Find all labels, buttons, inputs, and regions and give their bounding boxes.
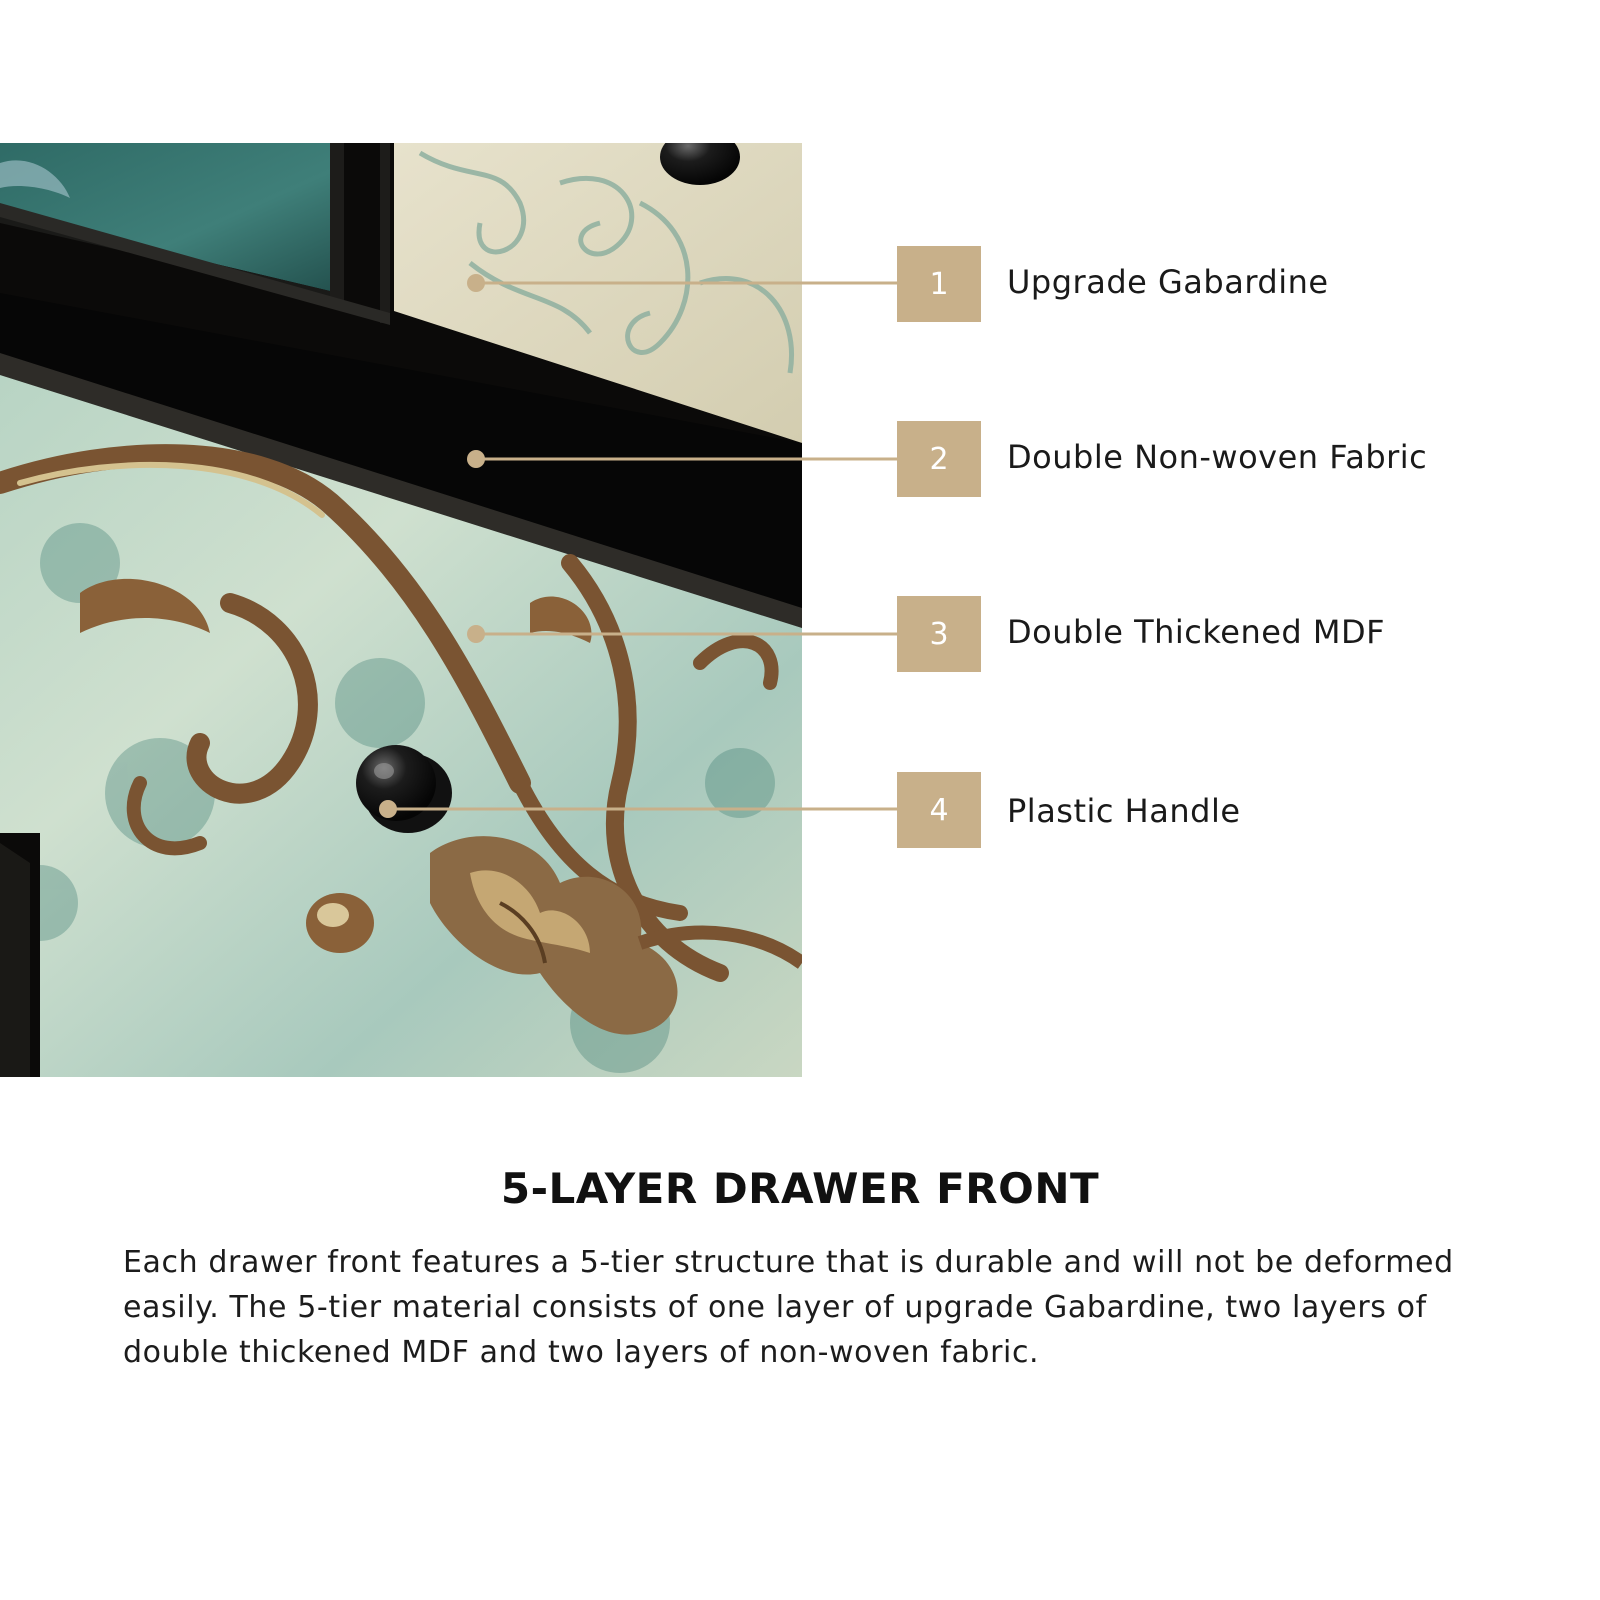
feature-number-badge: 3 xyxy=(897,596,981,672)
feature-number-badge: 4 xyxy=(897,772,981,848)
feature-label: Double Non-woven Fabric xyxy=(1007,438,1428,476)
feature-number-badge: 2 xyxy=(897,421,981,497)
drawer-photo xyxy=(0,143,802,1077)
feature-label: Double Thickened MDF xyxy=(1007,613,1386,651)
feature-number-badge: 1 xyxy=(897,246,981,322)
section-heading: 5-LAYER DRAWER FRONT xyxy=(500,1164,1100,1213)
section-description: Each drawer front features a 5-tier structure that is durable and will not be deformed easily. The 5-tier material consists of one layer of upgrade Gabardine, two layers of double thickened MDF and two layers of non-woven fabric. xyxy=(123,1245,1454,1370)
feature-label: Plastic Handle xyxy=(1007,792,1241,830)
feature-label: Upgrade Gabardine xyxy=(1007,263,1329,301)
